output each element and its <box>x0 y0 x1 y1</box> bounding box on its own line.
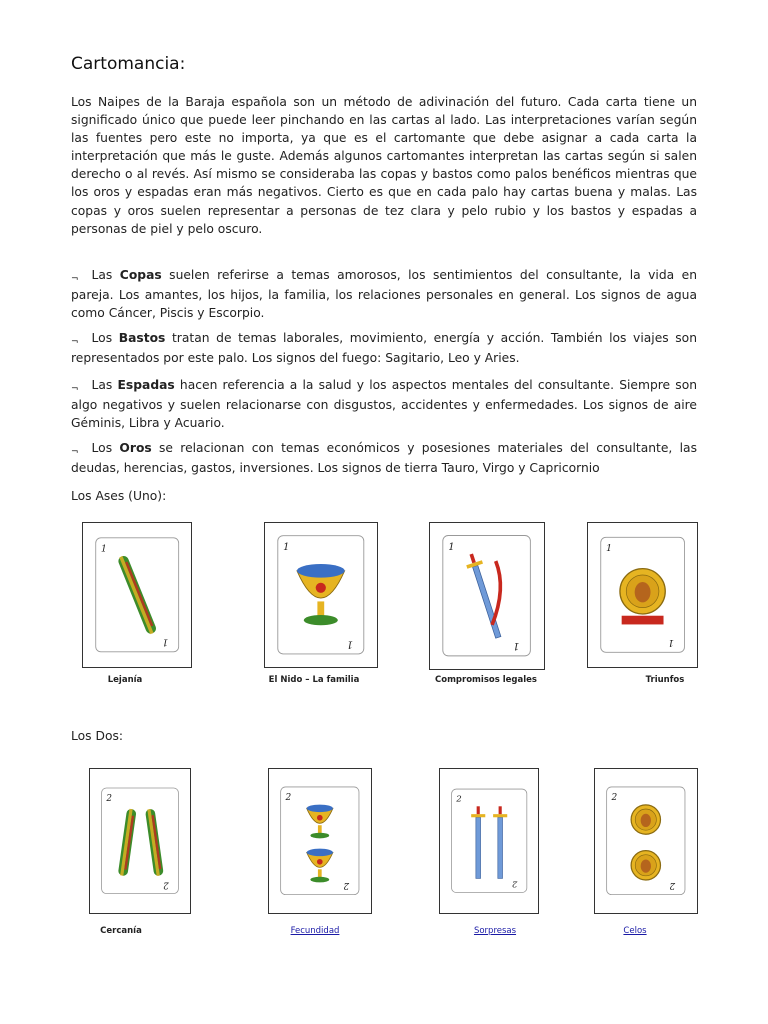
card-oros-1[interactable] <box>587 522 698 668</box>
card-espadas-2[interactable] <box>439 768 539 914</box>
card-copas-1[interactable] <box>264 522 378 668</box>
suit-article: Los <box>91 331 119 345</box>
card-image-copas-icon <box>279 776 361 906</box>
suit-paragraph-espadas <box>71 376 697 432</box>
card-copas-2[interactable] <box>268 768 372 914</box>
card-image-oros-icon <box>605 776 687 906</box>
svg-text:2: 2 <box>669 880 676 891</box>
section-label-dos: Los Dos: <box>71 729 124 743</box>
svg-text:2: 2 <box>511 878 518 889</box>
svg-text:1: 1 <box>513 640 520 652</box>
intro-paragraph: Los Naipes de la Baraja española son un método de adivinación del futuro. Cada carta tiene un significado único que puede leer pinchando en las cartas al lado. Las interpretaciones varían según las fuentes pero este no importa, ya que es el cartomante que debe asignar a cada carta la interpretación que más le guste. Además algunos cartomantes interpretan las cartas según si salen derecho o al revés. Así mismo se consideraba las copas y bastos como palos benéficos mientras que los oros y espadas eran más negativos. Cierto es que en cada palo hay cartas buena y malas. Las copas y oros suelen representar a personas de tez clara y pelo rubio y los bastos y espadas a personas de piel y pelo oscuro. <box>71 95 697 236</box>
card-caption[interactable]: Celos <box>623 926 647 936</box>
suit-paragraph-oros <box>71 439 697 477</box>
card-caption: Cercanía <box>100 926 142 936</box>
svg-text:1: 1 <box>283 542 290 554</box>
suit-name: Oros <box>119 441 152 455</box>
suit-name: Copas <box>119 268 162 282</box>
section-label-ases: Los Ases (Uno): <box>71 489 167 503</box>
bullet-icon: ¬ <box>71 384 79 394</box>
svg-text:1: 1 <box>162 636 169 648</box>
card-bastos-1[interactable] <box>82 522 192 668</box>
card-image-bastos-icon <box>94 530 180 660</box>
suit-name: Bastos <box>118 331 166 345</box>
bullet-icon: ¬ <box>71 447 79 457</box>
suit-article: Las <box>91 268 120 282</box>
svg-text:2: 2 <box>285 793 292 804</box>
card-image-bastos-icon <box>100 776 180 906</box>
card-caption: Lejanía <box>107 675 143 685</box>
svg-text:2: 2 <box>611 793 618 804</box>
card-image-espadas-icon <box>450 776 528 906</box>
card-oros-2[interactable] <box>594 768 698 914</box>
suit-name: Espadas <box>117 378 175 392</box>
card-caption: El Nido – La familia <box>268 675 360 685</box>
svg-text:1: 1 <box>346 638 354 650</box>
suit-description: hacen referencia a la salud y los aspectos mentales del consultante. Siempre son algo negativos y suelen relacionarse con disgustos, accidentes y enfermedades. Los signos de aire Géminis, Libra y Acuario. <box>71 378 698 431</box>
card-caption[interactable]: Fecundidad <box>290 926 340 936</box>
svg-text:2: 2 <box>456 794 462 805</box>
suit-description: se relacionan con temas económicos y posesiones materiales del consultante, las deudas, herencias, gastos, inversiones. Los signos de tierra Tauro, Virgo y Capricornio <box>71 441 697 476</box>
suit-paragraph-copas <box>71 266 697 322</box>
card-caption: Compromisos legales <box>435 675 537 685</box>
suit-paragraph-bastos <box>71 329 697 367</box>
svg-text:1: 1 <box>448 542 456 554</box>
svg-text:2: 2 <box>106 793 113 804</box>
page-title: Cartomancia: <box>71 54 186 74</box>
card-image-copas-icon <box>276 530 366 660</box>
card-caption: Triunfos <box>645 675 685 685</box>
suit-article: Los <box>91 441 120 455</box>
svg-text:1: 1 <box>605 543 612 555</box>
svg-text:2: 2 <box>163 879 169 890</box>
suit-description: suelen referirse a temas amorosos, los sentimientos del consultante, la vida en pareja. Los amantes, los hijos, la familia, los relaciones personales en general. Los signos de agua como Cáncer, Piscis y Escorpio. <box>71 268 697 321</box>
card-bastos-2[interactable] <box>89 768 191 914</box>
suit-description: tratan de temas laborales, movimiento, energía y acción. También los viajes son representados por este palo. Los signos del fuego: Sagitario, Leo y Aries. <box>71 331 697 366</box>
svg-text:1: 1 <box>100 543 107 555</box>
card-espadas-1[interactable] <box>429 522 545 670</box>
suit-article: Las <box>91 378 118 392</box>
card-caption[interactable]: Sorpresas <box>473 926 517 936</box>
svg-text:2: 2 <box>343 880 350 891</box>
bullet-icon: ¬ <box>71 274 79 284</box>
bullet-icon: ¬ <box>71 337 79 347</box>
card-image-espadas-icon <box>441 530 532 661</box>
svg-text:1: 1 <box>667 637 674 649</box>
card-image-oros-icon <box>599 530 686 660</box>
